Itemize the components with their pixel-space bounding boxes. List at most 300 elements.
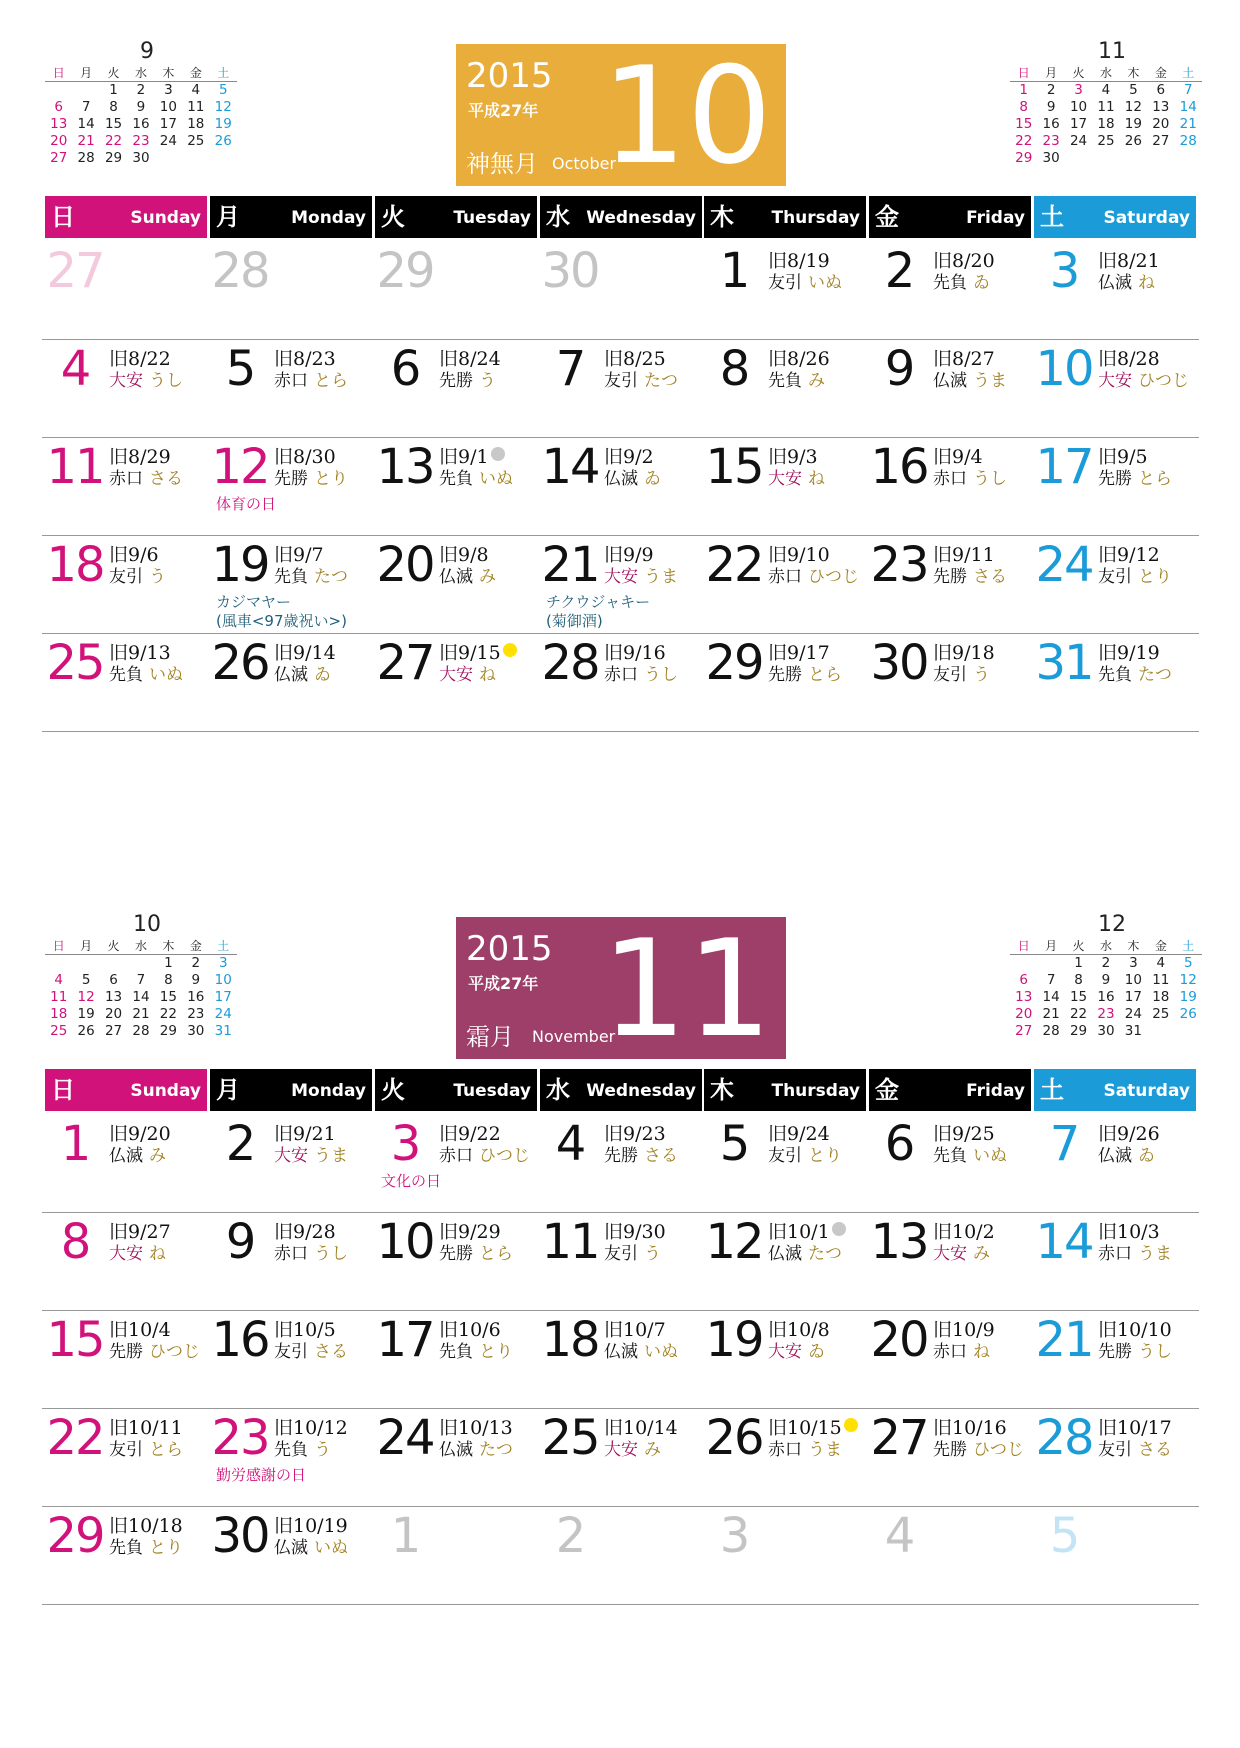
- lunar-date-text: 旧9/19: [1098, 642, 1160, 664]
- zodiac-label: とり: [1138, 567, 1172, 587]
- weekday-header-sunday: [45, 1069, 207, 1111]
- rokuyo-label: 大安: [604, 1440, 638, 1460]
- rokuyo-label: 大安: [274, 1146, 308, 1166]
- lunar-date-text: 旧10/13: [439, 1417, 513, 1439]
- day-number: 12: [211, 439, 269, 495]
- event-label: チクウジャキー: [546, 593, 651, 611]
- day-number: 4: [884, 1508, 914, 1564]
- zodiac-label: たつ: [314, 567, 348, 587]
- lunar-date-text: 旧10/16: [933, 1417, 1007, 1439]
- mini-calendar-day: 5: [1183, 955, 1193, 971]
- rokuyo-zodiac: [604, 1244, 661, 1264]
- zodiac-label: ゐ: [808, 1342, 825, 1362]
- lunar-date-text: 旧10/15: [768, 1417, 842, 1439]
- mini-calendar-day: 11: [1152, 972, 1170, 988]
- day-number: 23: [211, 1410, 269, 1466]
- day-cell: [210, 243, 374, 341]
- zodiac-label: ひつじ: [808, 567, 859, 587]
- day-cell: [375, 1410, 539, 1508]
- mini-calendar-header-row: [1010, 64, 1202, 82]
- rokuyo-zodiac: [604, 1146, 678, 1166]
- day-number: 1: [390, 1508, 420, 1564]
- mini-calendar-day: 4: [191, 82, 201, 98]
- rokuyo-label: 大安: [109, 371, 143, 391]
- mini-calendar-day: 22: [159, 1006, 177, 1022]
- lunar-date-text: 旧9/28: [274, 1221, 336, 1243]
- day-number: 20: [376, 537, 434, 593]
- lunar-date: [604, 349, 666, 369]
- lunar-date-text: 旧9/9: [604, 544, 654, 566]
- mini-calendar-day: 28: [1179, 133, 1197, 149]
- new-moon-icon: [491, 447, 505, 461]
- lunar-date-text: 旧9/16: [604, 642, 666, 664]
- rokuyo-label: 赤口: [768, 1440, 802, 1460]
- mini-calendar-day: 2: [1046, 82, 1056, 98]
- lunar-date-text: 旧9/18: [933, 642, 995, 664]
- mini-calendar-day: [1010, 955, 1037, 973]
- lunar-date: [1098, 1320, 1172, 1340]
- mini-calendar-weekday: 木: [1120, 64, 1147, 82]
- rokuyo-zodiac: [768, 1440, 842, 1460]
- mini-calendar-day: [1147, 1023, 1174, 1040]
- day-cell: [1034, 1116, 1198, 1214]
- zodiac-label: いぬ: [479, 469, 513, 489]
- lunar-date: [768, 251, 830, 271]
- lunar-date: [274, 643, 336, 663]
- zodiac-label: う: [973, 665, 990, 685]
- day-number: 5: [225, 341, 255, 397]
- lunar-date: [109, 545, 159, 565]
- weekday-english: Tuesday: [453, 1081, 531, 1101]
- lunar-date: [109, 1222, 171, 1242]
- zodiac-label: とり: [479, 1342, 513, 1362]
- lunar-date-text: 旧10/12: [274, 1417, 348, 1439]
- zodiac-label: うし: [1138, 1342, 1172, 1362]
- zodiac-label: さる: [1138, 1440, 1172, 1460]
- lunar-date: [439, 1124, 501, 1144]
- lunar-date: [933, 545, 995, 565]
- mini-calendar-weekday: 水: [1092, 64, 1119, 82]
- weekday-kanji: 火: [381, 1076, 405, 1104]
- lunar-date: [1098, 545, 1160, 565]
- rokuyo-label: 赤口: [439, 1146, 473, 1166]
- lunar-date-text: 旧9/13: [109, 642, 171, 664]
- mini-calendar-day: 8: [1019, 99, 1028, 115]
- event-label: カジマヤー: [216, 593, 292, 611]
- rokuyo-zodiac: [109, 371, 183, 391]
- zodiac-label: たつ: [644, 371, 678, 391]
- rokuyo-zodiac: [109, 1244, 166, 1264]
- mini-calendar-day: [100, 955, 127, 973]
- lunar-date: [109, 643, 171, 663]
- mini-calendar-previous: [45, 913, 237, 1040]
- mini-calendar-day: 10: [214, 972, 232, 988]
- lunar-date: [1098, 447, 1148, 467]
- day-number: 15: [46, 1312, 104, 1368]
- lunar-date: [274, 447, 336, 467]
- rokuyo-label: 赤口: [274, 1244, 308, 1264]
- rokuyo-label: 先負: [109, 1538, 143, 1558]
- rokuyo-zodiac: [1098, 1342, 1172, 1362]
- row-divider: [42, 633, 1199, 634]
- mini-calendar-weekday: 木: [155, 64, 182, 82]
- lunar-date: [768, 1222, 846, 1242]
- mini-calendar-week: [1010, 116, 1202, 133]
- day-cell: [704, 1116, 868, 1214]
- rokuyo-zodiac: [768, 469, 825, 489]
- mini-calendar-day: 20: [50, 133, 68, 149]
- day-number: 7: [555, 341, 585, 397]
- day-cell: [540, 1214, 704, 1312]
- lunar-date-text: 旧10/10: [1098, 1319, 1172, 1341]
- rokuyo-label: 先負: [274, 1440, 308, 1460]
- mini-calendar-day: 26: [77, 1023, 95, 1039]
- lunar-date: [933, 1222, 995, 1242]
- weekday-english: Sunday: [130, 1081, 201, 1101]
- mini-calendar-day: [1037, 955, 1064, 973]
- day-cell: [869, 1214, 1033, 1312]
- rokuyo-label: 大安: [768, 469, 802, 489]
- lunar-date-text: 旧10/11: [109, 1417, 183, 1439]
- lunar-date-text: 旧8/30: [274, 446, 336, 468]
- mini-calendar-day: 2: [136, 82, 146, 98]
- zodiac-label: いぬ: [808, 273, 842, 293]
- event-label-sub: (菊御酒): [546, 612, 603, 630]
- mini-calendar-day: 5: [218, 82, 228, 98]
- rokuyo-zodiac: [768, 1146, 842, 1166]
- mini-calendar-day: 27: [1152, 133, 1170, 149]
- day-cell: [869, 1410, 1033, 1508]
- lunar-date: [933, 1320, 995, 1340]
- mini-calendar-day: 16: [1042, 116, 1060, 132]
- mini-calendar-day: 11: [1097, 99, 1115, 115]
- mini-calendar-day: 6: [1019, 972, 1028, 988]
- mini-calendar-day: 13: [1152, 99, 1170, 115]
- day-number: 7: [1049, 1116, 1079, 1172]
- weekday-kanji: 土: [1040, 1076, 1064, 1104]
- mini-calendar-day: 20: [1015, 1006, 1033, 1022]
- day-number: 3: [1049, 243, 1079, 299]
- day-cell: [540, 341, 704, 439]
- weekday-kanji: 日: [51, 203, 75, 231]
- mini-calendar-day: 1: [1019, 82, 1028, 98]
- day-cell: [375, 1508, 539, 1606]
- day-number: 26: [705, 1410, 763, 1466]
- mini-calendar-weekday: 土: [1175, 64, 1202, 82]
- rokuyo-zodiac: [274, 1538, 348, 1558]
- mini-calendar-title: 10: [133, 912, 161, 937]
- rokuyo-zodiac: [109, 665, 183, 685]
- day-number: 27: [870, 1410, 928, 1466]
- zodiac-label: いぬ: [973, 1146, 1007, 1166]
- day-cell: [704, 243, 868, 341]
- mini-calendar-day: 4: [1156, 955, 1166, 971]
- rokuyo-label: 先負: [439, 1342, 473, 1362]
- rokuyo-zodiac: [274, 567, 348, 587]
- rokuyo-label: 先勝: [933, 1440, 967, 1460]
- mini-calendar-day: 4: [1101, 82, 1111, 98]
- day-cell: [210, 1214, 374, 1312]
- weekday-kanji: 水: [546, 1076, 570, 1104]
- rokuyo-label: 友引: [109, 1440, 143, 1460]
- mini-calendar-day: 1: [109, 82, 118, 98]
- mini-calendar-day: 5: [1129, 82, 1138, 98]
- weekday-english: Monday: [291, 208, 366, 228]
- mini-calendar-day: 30: [187, 1023, 205, 1039]
- lunar-date: [109, 1418, 183, 1438]
- mini-calendar-day: 28: [132, 1023, 150, 1039]
- weekday-english: Thursday: [771, 208, 860, 228]
- mini-calendar-week: [1010, 1006, 1202, 1023]
- zodiac-label: とら: [314, 371, 348, 391]
- lunar-date-text: 旧8/24: [439, 348, 501, 370]
- day-number: 11: [46, 439, 104, 495]
- rokuyo-zodiac: [274, 1244, 348, 1264]
- day-cell: [375, 1312, 539, 1410]
- day-number: 2: [555, 1508, 585, 1564]
- day-cell: [210, 1312, 374, 1410]
- rokuyo-label: 仏滅: [1098, 273, 1132, 293]
- lunar-date: [768, 447, 818, 467]
- month-english-name: October: [552, 154, 617, 173]
- mini-calendar-day: 24: [1069, 133, 1088, 149]
- lunar-date-text: 旧9/7: [274, 544, 324, 566]
- mini-calendar-weekday: 土: [210, 937, 237, 955]
- rokuyo-label: 大安: [933, 1244, 967, 1264]
- rokuyo-label: 赤口: [109, 469, 143, 489]
- rokuyo-zodiac: [1098, 1244, 1172, 1264]
- mini-calendar-week: [1010, 972, 1202, 989]
- mini-calendar-previous: [45, 40, 237, 167]
- day-number: 8: [60, 1214, 90, 1270]
- zodiac-label: たつ: [1138, 665, 1172, 685]
- rokuyo-label: 先負: [1098, 665, 1132, 685]
- day-number: 15: [705, 439, 763, 495]
- lunar-date: [933, 349, 995, 369]
- rokuyo-zodiac: [1098, 1440, 1172, 1460]
- mini-calendar-week: [1010, 99, 1202, 116]
- lunar-date: [933, 1124, 995, 1144]
- mini-calendar-weekday: 水: [1092, 937, 1119, 955]
- mini-calendar-day: 19: [77, 1006, 95, 1022]
- day-cell: [869, 537, 1033, 635]
- mini-calendar-day: [155, 150, 182, 167]
- zodiac-label: とら: [149, 1440, 183, 1460]
- rokuyo-zodiac: [604, 567, 678, 587]
- zodiac-label: ひつじ: [973, 1440, 1024, 1460]
- mini-calendar-day: 29: [104, 150, 123, 166]
- lunar-date-text: 旧9/15: [439, 642, 501, 664]
- mini-calendar-day: [182, 150, 209, 167]
- lunar-date: [274, 1124, 336, 1144]
- mini-calendar-day: 9: [136, 99, 146, 115]
- rokuyo-zodiac: [274, 371, 348, 391]
- rokuyo-label: 先負: [933, 1146, 967, 1166]
- weekday-header-monday: [210, 1069, 372, 1111]
- rokuyo-zodiac: [768, 1342, 825, 1362]
- mini-calendar-day: 18: [1152, 989, 1170, 1005]
- mini-calendar-day: 21: [77, 133, 95, 149]
- weekday-english: Tuesday: [453, 208, 531, 228]
- mini-calendar-day: 17: [214, 989, 232, 1005]
- mini-calendar-grid: [45, 64, 237, 167]
- day-cell: [375, 1214, 539, 1312]
- day-number: 19: [705, 1312, 763, 1368]
- rokuyo-label: 大安: [109, 1244, 143, 1264]
- mini-calendar-day: 10: [159, 99, 177, 115]
- mini-calendar-day: 26: [214, 133, 232, 149]
- mini-calendar-day: 29: [1015, 150, 1033, 166]
- mini-calendar-day: 23: [132, 133, 150, 149]
- mini-calendar-day: [1092, 150, 1119, 167]
- mini-calendar-weekday: 金: [182, 64, 209, 82]
- zodiac-label: ひつじ: [1138, 371, 1189, 391]
- rokuyo-label: 友引: [768, 273, 802, 293]
- lunar-date-text: 旧9/25: [933, 1123, 995, 1145]
- mini-calendar-day: 23: [187, 1006, 205, 1022]
- weekday-english: Saturday: [1103, 1081, 1190, 1101]
- row-divider: [42, 731, 1199, 732]
- mini-calendar-day: 16: [132, 116, 150, 132]
- day-cell: [210, 1410, 374, 1508]
- weekday-header-wednesday: [540, 196, 702, 238]
- mini-calendar-day: [45, 82, 72, 100]
- lunar-date: [604, 1222, 666, 1242]
- mini-calendar-week: [45, 150, 237, 167]
- mini-calendar-day: 1: [1074, 955, 1083, 971]
- day-cell: [704, 1312, 868, 1410]
- day-cell: [1034, 1312, 1198, 1410]
- mini-calendar-day: 14: [1042, 989, 1060, 1005]
- zodiac-label: うま: [808, 1440, 842, 1460]
- mini-calendar-week: [45, 989, 237, 1006]
- lunar-date-text: 旧9/12: [1098, 544, 1160, 566]
- weekday-english: Wednesday: [586, 208, 696, 228]
- zodiac-label: いぬ: [644, 1342, 678, 1362]
- mini-calendar-weekday: 月: [72, 937, 99, 955]
- lunar-date-text: 旧8/19: [768, 250, 830, 272]
- row-divider: [42, 437, 1199, 438]
- day-number: 27: [376, 635, 434, 691]
- lunar-date: [109, 349, 171, 369]
- zodiac-label: ゐ: [1138, 1146, 1155, 1166]
- year-label: 2015: [466, 56, 553, 96]
- zodiac-label: うま: [973, 371, 1007, 391]
- weekday-header-wednesday: [540, 1069, 702, 1111]
- day-number: 17: [376, 1312, 434, 1368]
- weekday-english: Monday: [291, 1081, 366, 1101]
- weekday-header-thursday: [704, 1069, 866, 1111]
- lunar-date: [933, 1418, 1007, 1438]
- rokuyo-label: 仏滅: [439, 1440, 473, 1460]
- mini-calendar-weekday: 月: [1037, 64, 1064, 82]
- rokuyo-zodiac: [1098, 567, 1172, 587]
- zodiac-label: み: [973, 1244, 990, 1264]
- weekday-english: Sunday: [130, 208, 201, 228]
- holiday-label: 体育の日: [216, 495, 277, 513]
- lunar-date: [1098, 1222, 1160, 1242]
- mini-calendar-weekday: 金: [1147, 64, 1174, 82]
- day-cell: [869, 1508, 1033, 1606]
- day-number: 30: [211, 1508, 269, 1564]
- weekday-english: Saturday: [1103, 208, 1190, 228]
- day-cell: [869, 243, 1033, 341]
- weekday-kanji: 水: [546, 203, 570, 231]
- mini-calendar-week: [1010, 955, 1202, 973]
- rokuyo-zodiac: [1098, 1146, 1155, 1166]
- mini-calendar-weekday: 日: [45, 937, 72, 955]
- lunar-date-text: 旧8/27: [933, 348, 995, 370]
- month-number: 10: [601, 38, 772, 194]
- zodiac-label: み: [644, 1440, 661, 1460]
- zodiac-label: うし: [149, 371, 183, 391]
- lunar-date-text: 旧9/26: [1098, 1123, 1160, 1145]
- mini-calendar-day: 30: [132, 150, 150, 166]
- lunar-date: [274, 545, 324, 565]
- lunar-date-text: 旧9/30: [604, 1221, 666, 1243]
- lunar-date-text: 旧8/25: [604, 348, 666, 370]
- mini-calendar-title: 11: [1098, 39, 1126, 64]
- month-calendar-october: [0, 40, 1240, 800]
- day-number: 3: [719, 1508, 749, 1564]
- lunar-date-text: 旧10/2: [933, 1221, 995, 1243]
- rokuyo-zodiac: [439, 1440, 513, 1460]
- day-number: 2: [225, 1116, 255, 1172]
- day-number: 25: [46, 635, 104, 691]
- weekday-kanji: 金: [875, 1076, 899, 1104]
- mini-calendar-week: [1010, 989, 1202, 1006]
- mini-calendar-week: [45, 1023, 237, 1040]
- zodiac-label: み: [808, 371, 825, 391]
- mini-calendar-title: 9: [140, 39, 154, 64]
- era-label: 平成27年: [468, 974, 539, 993]
- mini-calendar-day: 28: [1042, 1023, 1060, 1039]
- zodiac-label: み: [149, 1146, 166, 1166]
- mini-calendar-day: 22: [104, 133, 123, 149]
- lunar-date-text: 旧9/23: [604, 1123, 666, 1145]
- lunar-date-text: 旧9/29: [439, 1221, 501, 1243]
- rokuyo-zodiac: [109, 1538, 183, 1558]
- mini-calendar-day: 23: [1097, 1006, 1115, 1022]
- rokuyo-label: 先勝: [439, 371, 473, 391]
- day-number: 30: [870, 635, 928, 691]
- mini-calendar-week: [1010, 133, 1202, 150]
- mini-calendar-day: 3: [1129, 955, 1138, 971]
- day-cell: [45, 243, 209, 341]
- day-number: 4: [555, 1116, 585, 1172]
- rokuyo-label: 仏滅: [1098, 1146, 1132, 1166]
- weekday-english: Friday: [966, 208, 1025, 228]
- mini-calendar-week: [45, 972, 237, 989]
- mini-calendar-weekday: 土: [210, 64, 237, 82]
- zodiac-label: ね: [808, 469, 825, 489]
- zodiac-label: たつ: [479, 1440, 513, 1460]
- weekday-english: Wednesday: [586, 1081, 696, 1101]
- day-cell: [540, 1312, 704, 1410]
- mini-calendar-day: 24: [1124, 1006, 1142, 1022]
- day-cell: [45, 439, 209, 537]
- day-cell: [540, 635, 704, 733]
- lunar-date-text: 旧9/5: [1098, 446, 1148, 468]
- mini-calendar-day: 31: [214, 1023, 232, 1039]
- day-cell: [869, 439, 1033, 537]
- day-number: 29: [46, 1508, 104, 1564]
- rokuyo-zodiac: [439, 567, 496, 587]
- weekday-header-friday: [869, 196, 1031, 238]
- mini-calendar-day: 30: [1097, 1023, 1115, 1039]
- day-cell: [540, 1508, 704, 1606]
- mini-calendar-day: [72, 82, 99, 100]
